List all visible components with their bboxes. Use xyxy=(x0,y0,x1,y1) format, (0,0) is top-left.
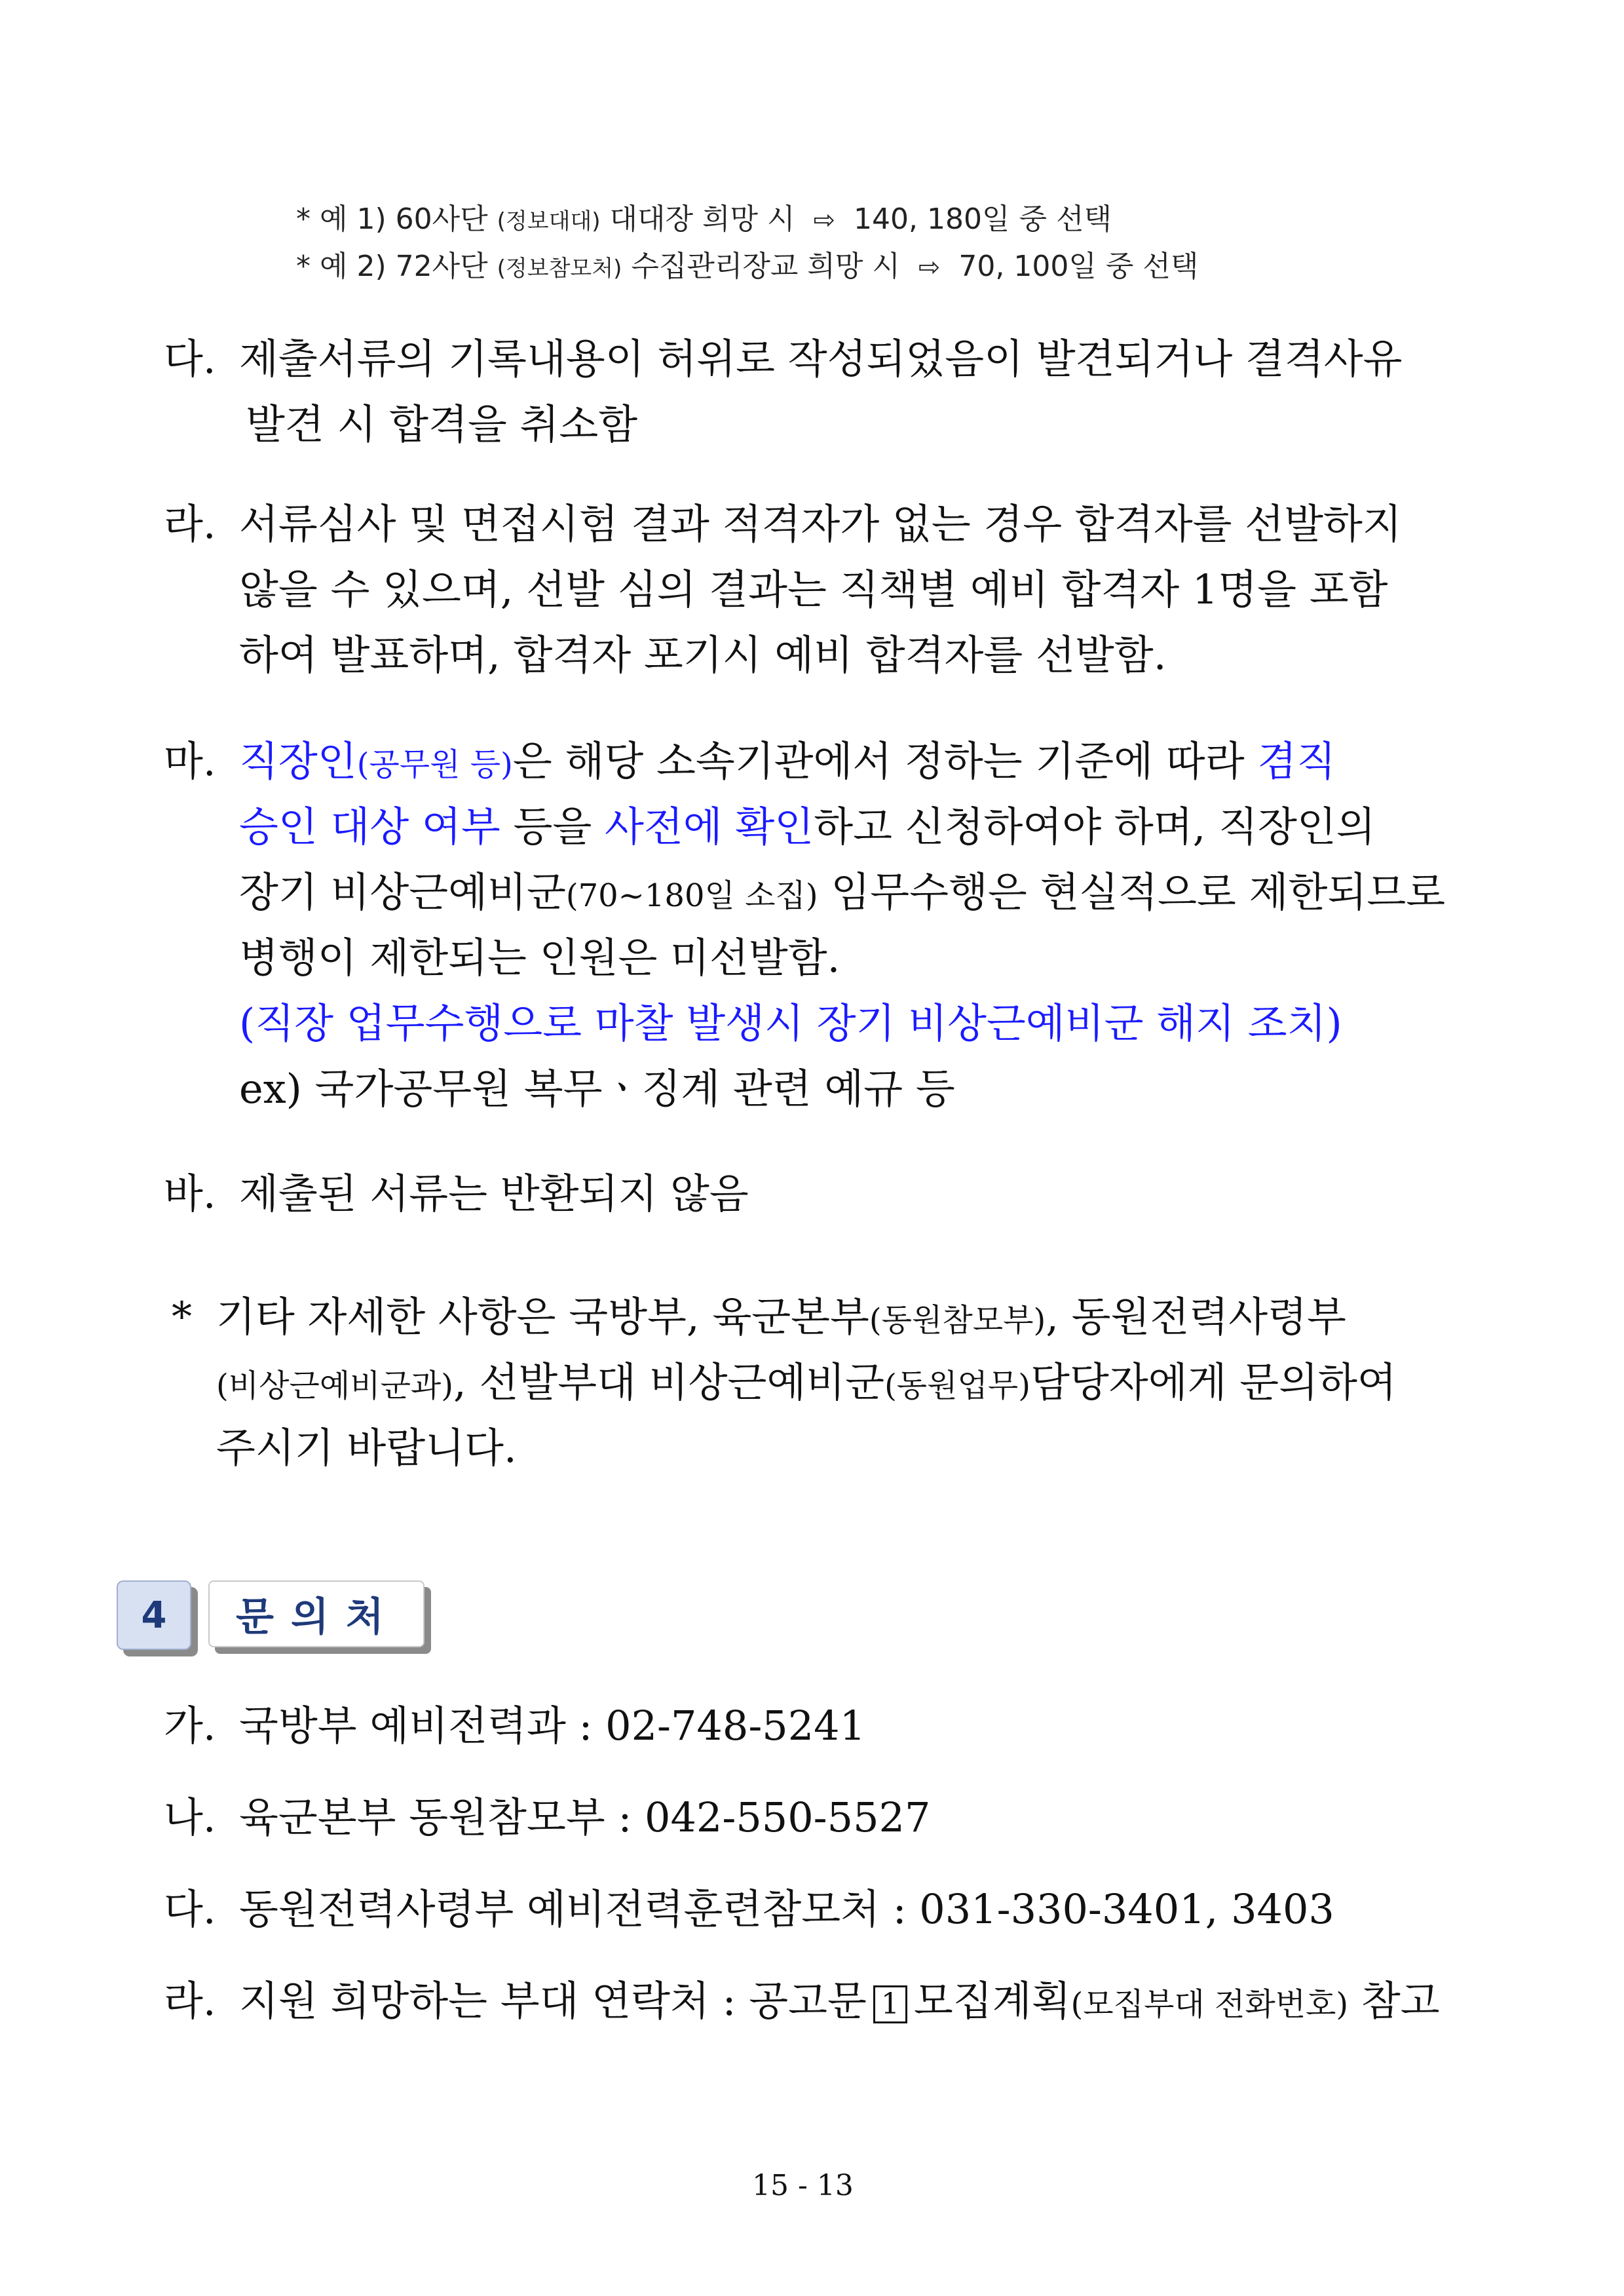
ma-line2-text2: 하고 신청하여야 하며, 직장인의 xyxy=(814,803,1376,851)
item-ra-line2: 않을 수 있으며, 선발 심의 결과는 직책별 예비 합격자 1명을 포함 xyxy=(239,565,1388,613)
contact-na-text: 육군본부 동원참모부 : 042-550-5527 xyxy=(239,1793,931,1841)
ma-highlight-workers: 직장인 xyxy=(239,737,357,785)
contact-ra-paren: (모집부대 전화번호) xyxy=(1070,1986,1349,2023)
note-1-paren: (정보대대) xyxy=(497,208,601,235)
contact-ga-text: 국방부 예비전력과 : 02-748-5241 xyxy=(239,1702,866,1750)
etc-line2-paren1: (비상근예비군과) xyxy=(216,1368,454,1404)
item-ma-line5: (직장 업무수행으로 마찰 발생시 장기 비상근예비군 해지 조치) xyxy=(239,999,1342,1047)
item-ma-line1 xyxy=(239,729,1336,797)
note-1-text: 대대장 희망 시 xyxy=(609,202,795,236)
note-example-2 xyxy=(296,242,1198,284)
etc-line3: 주시기 바랍니다. xyxy=(216,1424,517,1472)
contact-ra-text2: 모집계획 xyxy=(913,1977,1071,2025)
ma-line1-text: 은 해당 소속기관에서 정하는 기준에 따라 xyxy=(512,737,1245,785)
etc-marker: * xyxy=(172,1293,192,1341)
note-1-prefix: * 예 1) 60사단 xyxy=(296,202,488,236)
etc-line2-b: 담당자에게 문의하여 xyxy=(1030,1358,1397,1406)
section-number-badge: 4 xyxy=(117,1580,191,1650)
note-2-after: 70, 100일 중 선택 xyxy=(958,250,1199,283)
etc-line2 xyxy=(216,1350,1397,1419)
item-da-line1: 제출서류의 기록내용이 허위로 작성되었음이 발견되거나 결격사유 xyxy=(239,335,1403,383)
arrow-right-icon: ⇨ xyxy=(918,252,941,282)
contact-ra-text3: 참고 xyxy=(1361,1977,1440,2025)
ma-line2-text1: 등을 xyxy=(513,803,592,851)
contact-na-marker: 나. xyxy=(164,1793,216,1841)
note-2-text: 수집관리장교 희망 시 xyxy=(631,250,900,283)
etc-line1 xyxy=(216,1284,1346,1353)
contact-ra-line xyxy=(239,1968,1440,2037)
item-ma-line3 xyxy=(239,860,1445,928)
item-ma-marker: 마. xyxy=(164,737,216,785)
ma-line3-a: 장기 비상근예비군 xyxy=(239,868,566,916)
arrow-right-icon: ⇨ xyxy=(813,205,836,235)
etc-line1-b: , 동원전력사령부 xyxy=(1046,1293,1346,1341)
page-number: 15 - 13 xyxy=(752,2169,854,2202)
note-2-prefix: * 예 2) 72사단 xyxy=(296,250,488,283)
etc-line1-a: 기타 자세한 사항은 국방부, 육군본부 xyxy=(216,1293,869,1341)
item-da-marker: 다. xyxy=(164,335,216,383)
note-2-paren: (정보참모처) xyxy=(497,256,622,282)
ma-highlight-workers-paren: (공무원 등) xyxy=(356,746,513,783)
etc-line1-paren: (동원참모부) xyxy=(869,1302,1046,1339)
note-example-1 xyxy=(296,195,1112,237)
item-ma-line2 xyxy=(239,794,1376,860)
item-ba-line1: 제출된 서류는 반환되지 않음 xyxy=(239,1170,749,1217)
item-ma-line4: 병행이 제한되는 인원은 미선발함. xyxy=(239,934,840,982)
item-ra-line1: 서류심사 및 면접시험 결과 적격자가 없는 경우 합격자를 선발하지 xyxy=(239,500,1402,548)
contact-ra-text1: 지원 희망하는 부대 연락처 : 공고문 xyxy=(239,1977,867,2025)
item-ma-line6: ex) 국가공무원 복무ㆍ징계 관련 예규 등 xyxy=(239,1065,955,1113)
contact-da-marker: 다. xyxy=(164,1885,216,1933)
item-ra-marker: 라. xyxy=(164,500,216,548)
note-1-after: 140, 180일 중 선택 xyxy=(854,202,1112,236)
item-ra-line3: 하여 발표하며, 합격자 포기시 예비 합격자를 선발함. xyxy=(239,631,1167,679)
etc-line2-paren2: (동원업무) xyxy=(884,1368,1031,1404)
ma-line3-b: 임무수행은 현실적으로 제한되므로 xyxy=(831,868,1446,916)
ma-line3-paren: (70~180일 소집) xyxy=(565,877,818,914)
ma-highlight-dual: 겸직 xyxy=(1257,737,1336,785)
boxed-number: 1 xyxy=(873,1985,907,2023)
ma-highlight-approval: 승인 대상 여부 xyxy=(239,803,500,851)
section-title: 문의처 xyxy=(208,1580,425,1647)
contact-da-text: 동원전력사령부 예비전력훈련참모처 : 031-330-3401, 3403 xyxy=(239,1885,1334,1933)
ma-highlight-confirm: 사전에 확인 xyxy=(605,803,814,851)
etc-line2-a: , 선발부대 비상근예비군 xyxy=(453,1358,885,1406)
item-ba-marker: 바. xyxy=(164,1170,216,1217)
contact-ra-marker: 라. xyxy=(164,1977,216,2025)
item-da-line2: 발견 시 합격을 취소함 xyxy=(246,400,638,448)
contact-ga-marker: 가. xyxy=(164,1702,216,1750)
